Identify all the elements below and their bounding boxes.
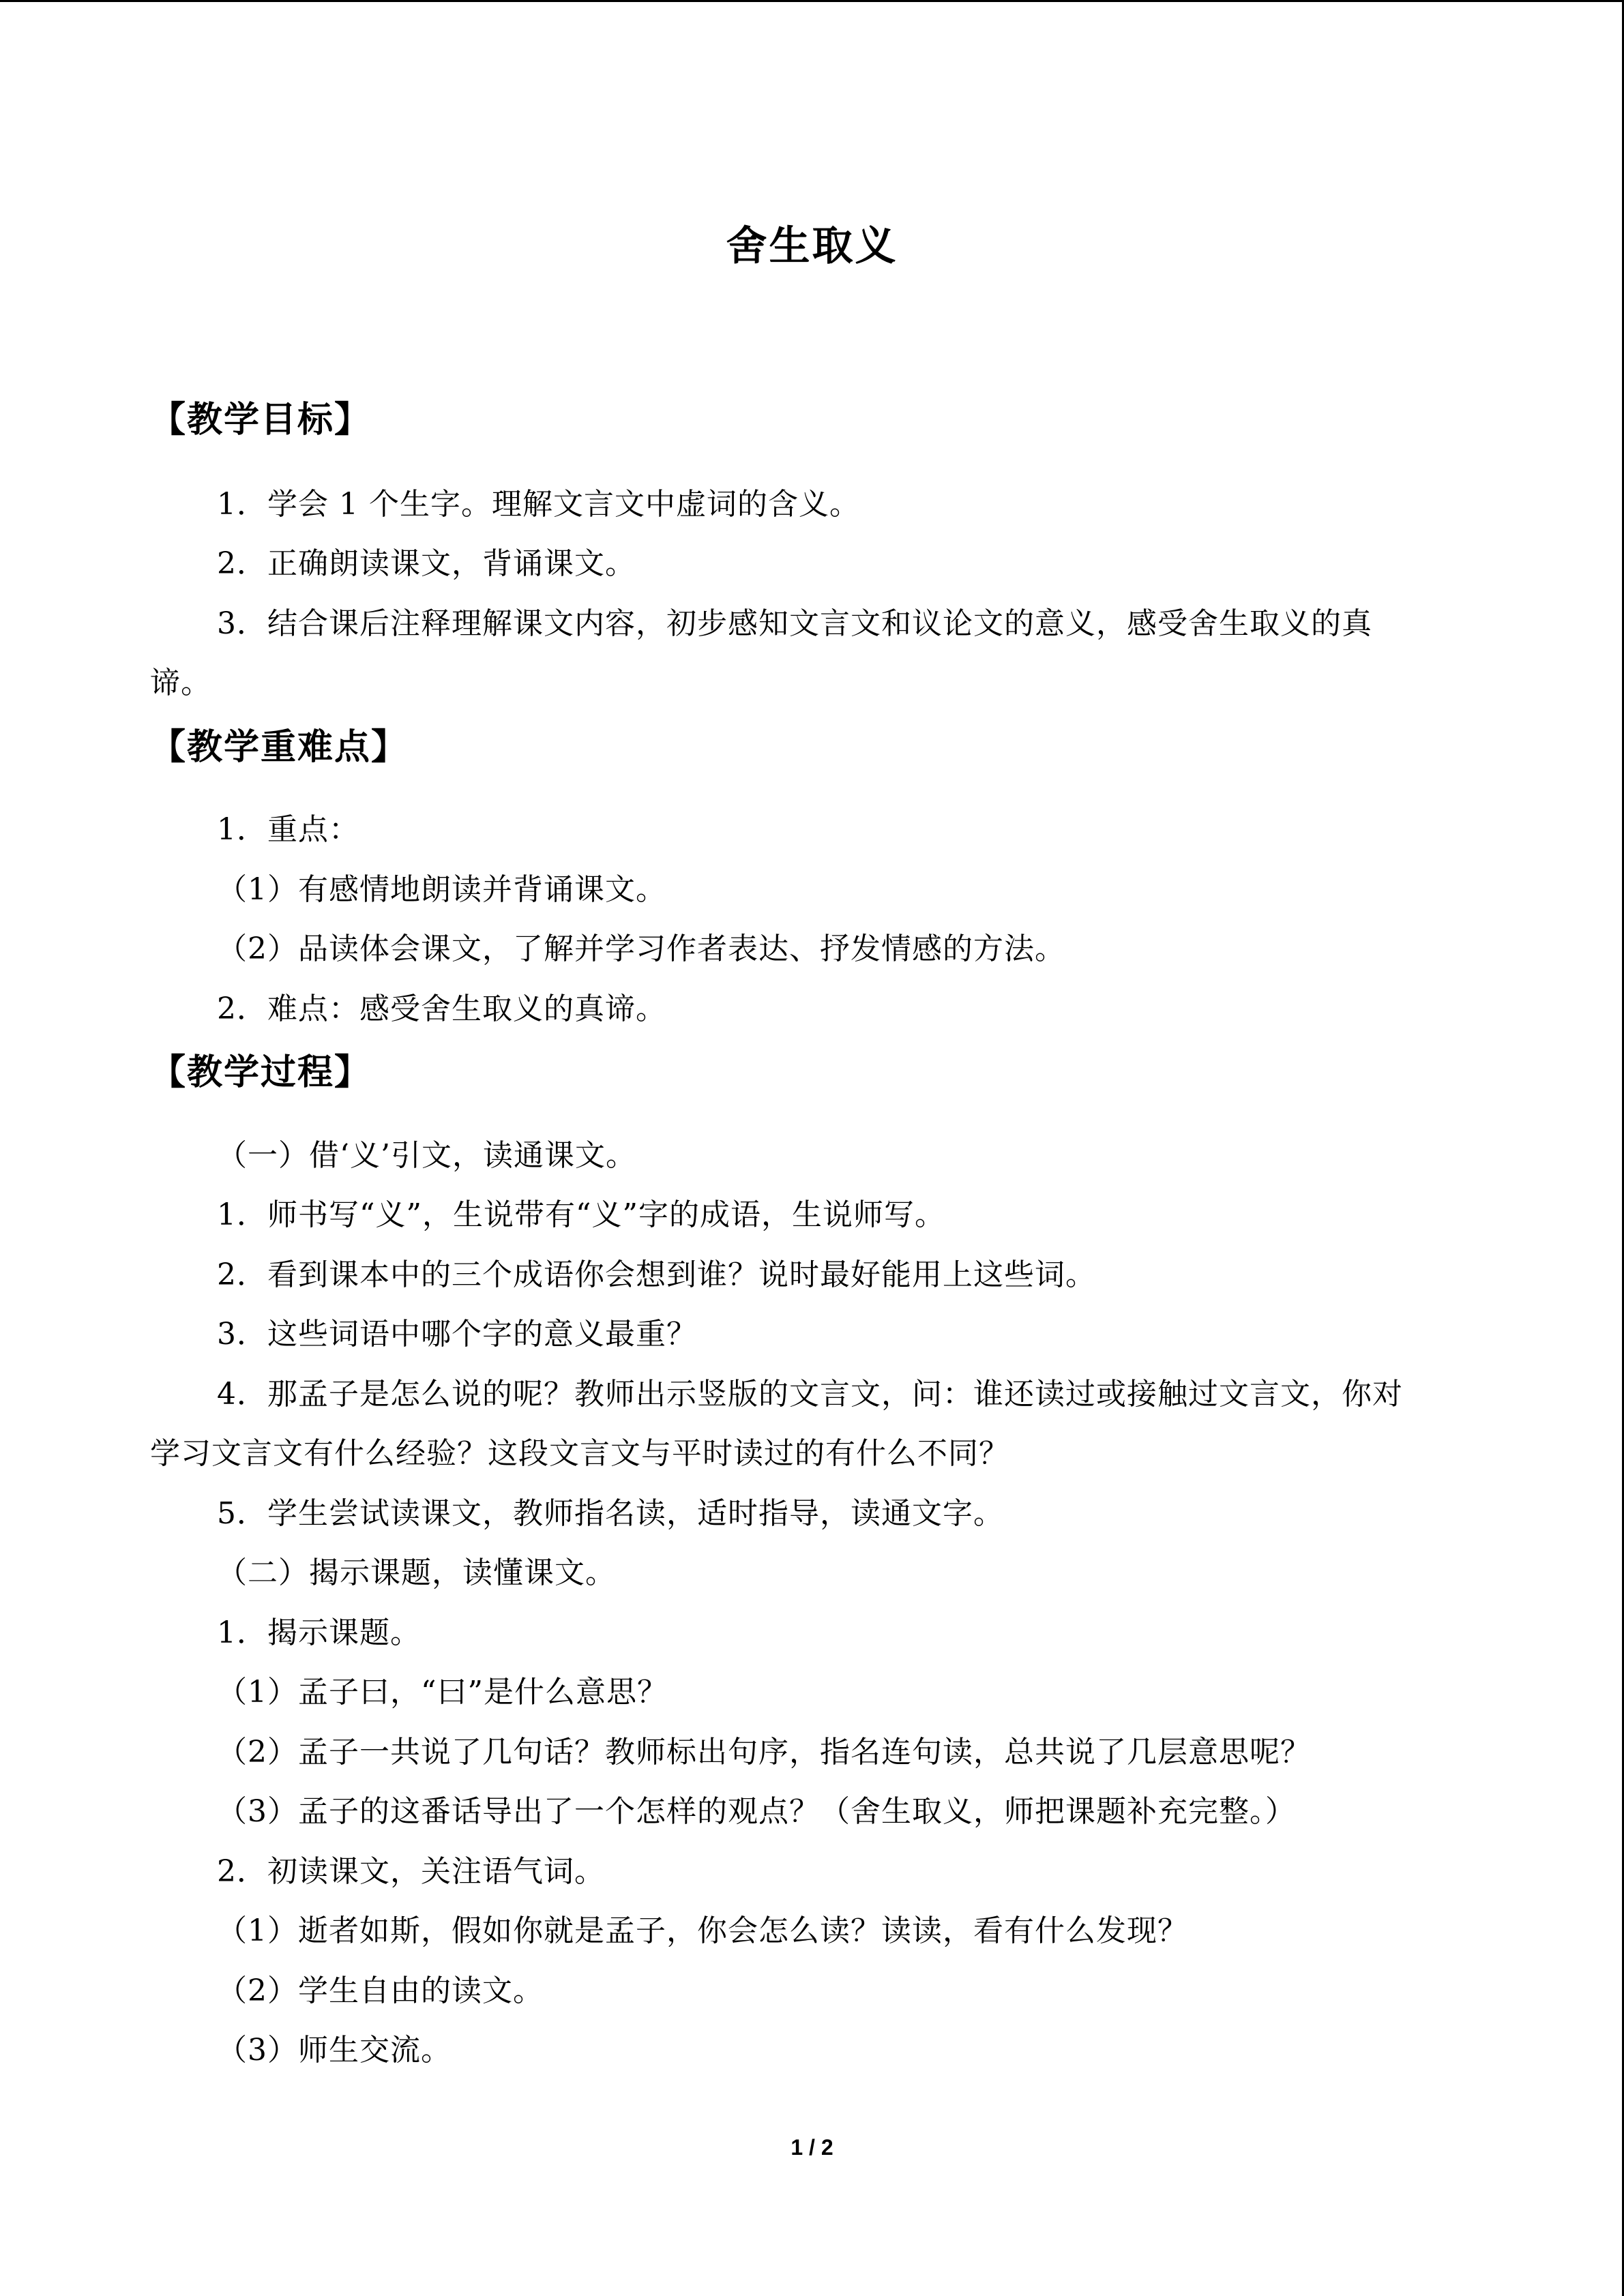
process-line-7: （二）揭示课题，读懂课文。 <box>217 1555 616 1590</box>
section-heading-key-points: 【教学重难点】 <box>150 726 409 768</box>
key-point-line-4: 2．难点：感受舍生取义的真谛。 <box>217 992 666 1026</box>
process-line-13: （1）逝者如斯，假如你就是孟子，你会怎么读？读读，看有什么发现？ <box>217 1913 1188 1948</box>
process-line-10: （2）孟子一共说了几句话？教师标出句序，指名连句读，总共说了几层意思呢？ <box>217 1735 1311 1770</box>
key-point-line-1: 1．重点： <box>217 812 359 847</box>
process-line-3: 2．看到课本中的三个成语你会想到谁？说时最好能用上这些词。 <box>217 1257 1096 1292</box>
key-point-line-2: （1）有感情地朗读并背诵课文。 <box>217 872 666 907</box>
process-line-6: 5．学生尝试读课文，教师指名读，适时指导，读通文字。 <box>217 1496 1004 1531</box>
process-line-2: 1．师书写“义”，生说带有“义”字的成语，生说师写。 <box>217 1197 945 1232</box>
process-line-15: （3）师生交流。 <box>217 2033 452 2068</box>
section-heading-process: 【教学过程】 <box>150 1052 372 1093</box>
process-line-5: 4．那孟子是怎么说的呢？教师出示竖版的文言文，问：谁还读过或接触过文言文，你对 <box>217 1377 1403 1412</box>
process-line-11: （3）孟子的这番话导出了一个怎样的观点？（舍生取义，师把课题补充完整。） <box>217 1794 1296 1829</box>
objective-line-3-cont: 谛。 <box>150 666 211 700</box>
page-number: 1 / 2 <box>791 2135 833 2160</box>
process-line-8: 1．揭示课题。 <box>217 1615 421 1650</box>
process-line-4: 3．这些词语中哪个字的意义最重？ <box>217 1317 697 1352</box>
objective-line-2: 2．正确朗读课文，背诵课文。 <box>217 546 636 581</box>
process-line-14: （2）学生自由的读文。 <box>217 1973 544 2008</box>
process-line-5-cont: 学习文言文有什么经验？这段文言文与平时读过的有什么不同？ <box>150 1436 1009 1471</box>
process-line-1: （一）借‘义’引文，读通课文。 <box>217 1138 636 1173</box>
process-line-12: 2．初读课文，关注语气词。 <box>217 1854 605 1889</box>
document-title: 舍生取义 <box>726 222 898 270</box>
key-point-line-3: （2）品读体会课文，了解并学习作者表达、抒发情感的方法。 <box>217 931 1065 966</box>
section-heading-objectives: 【教学目标】 <box>150 399 372 441</box>
objective-line-3: 3．结合课后注释理解课文内容，初步感知文言文和议论文的意义，感受舍生取义的真 <box>217 606 1372 641</box>
process-line-9: （1）孟子曰，“曰”是什么意思？ <box>217 1675 668 1710</box>
objective-line-1: 1．学会 1 个生字。理解文言文中虚词的含义。 <box>217 487 860 522</box>
